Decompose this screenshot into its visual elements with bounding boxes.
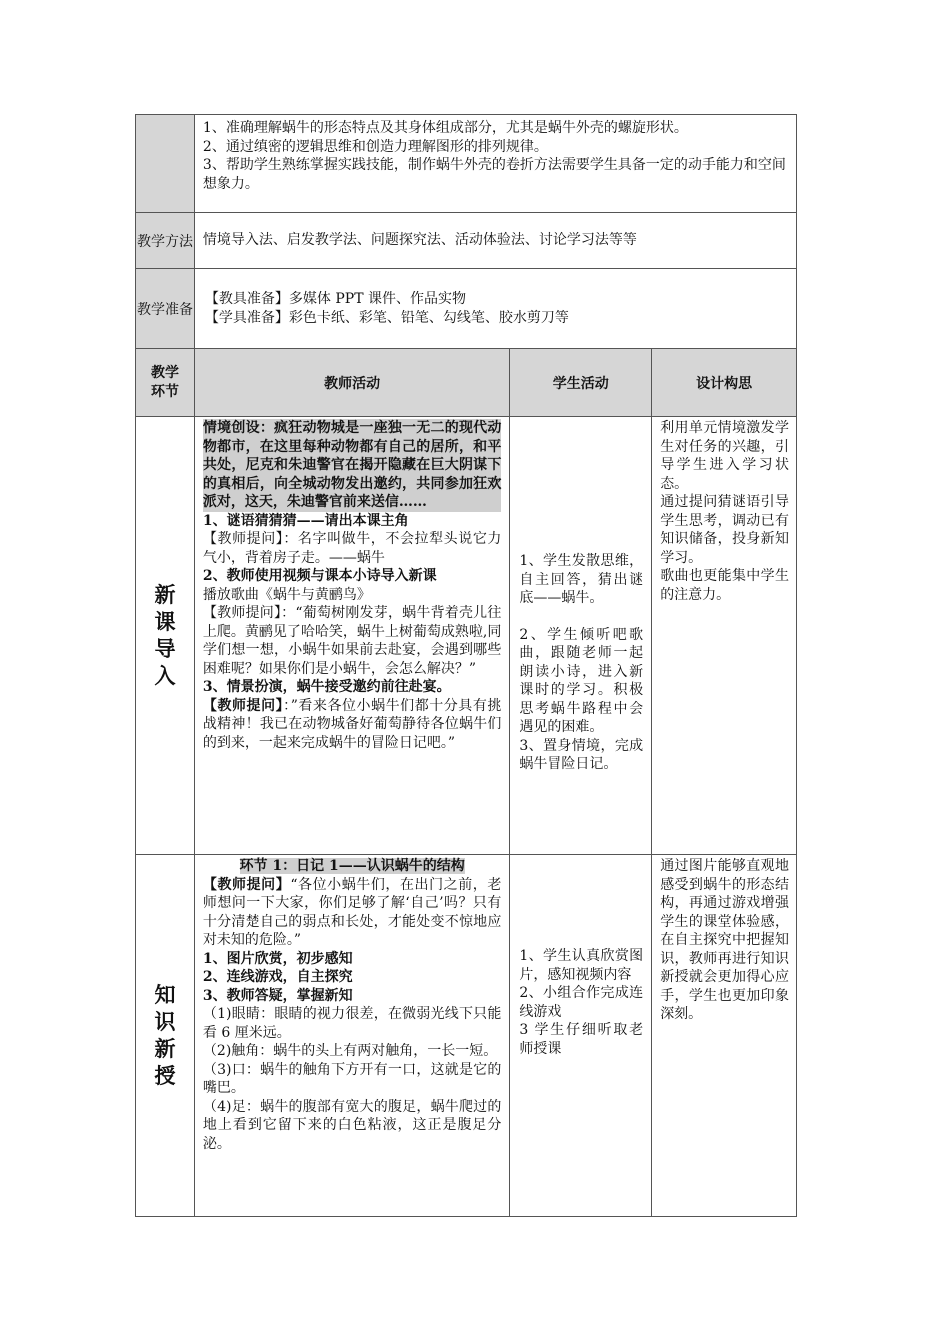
objectives-label-cell bbox=[136, 115, 195, 213]
header-design: 设计构思 bbox=[652, 349, 797, 417]
objective-1: 1、准确理解蜗牛的形态特点及其身体组成部分，尤其是蜗牛外壳的螺旋形状。 bbox=[202, 120, 688, 136]
new-step-3: 3、教师答疑，掌握新知 bbox=[202, 987, 353, 1004]
intro-scenario: 情境创设：疯狂动物城是一座独一无二的现代动物都市，在这里每种动物都有自己的居所，和平共处，尼克和朱迪警官在揭开隐藏在巨大阴谋下的真相后，向全城动物发出邀约，共同参加狂欢派对，这天，朱迪警官前来送信…… bbox=[202, 420, 502, 510]
header-student: 学生活动 bbox=[510, 349, 652, 417]
intro-student-2: 2、学生倾听吧歌曲，跟随老师一起朗读小诗，进入新课时的学习。积极思考蜗牛路程中会遇见的困难。 bbox=[519, 626, 644, 735]
intro-student-cell bbox=[510, 417, 652, 855]
intro-step3-question-label: 【教师提问】 bbox=[202, 697, 284, 714]
intro-step3-title: 3、情景扮演，蜗牛接受邀约前往赴宴。 bbox=[202, 679, 451, 695]
prep-teacher-tools: 【教具准备】多媒体 PPT 课件、作品实物 bbox=[204, 291, 466, 307]
new-knowledge-row bbox=[136, 855, 797, 1217]
new-step-2: 2、连线游戏，自主探究 bbox=[202, 969, 353, 985]
new-question-text: “各位小蜗牛们，在出门之前，老师想问一下大家，你们足够了解‘自己’吗？只有十分清楚自己的弱点和长处，才能处变不惊地应对未知的危险。” bbox=[202, 876, 502, 948]
intro-step3-question-text: ：”看来各位小蜗牛们都十分具有挑战精神！我已在动物城备好葡萄静待各位蜗牛们的到来，一起来完成蜗牛的冒险日记吧。” bbox=[202, 697, 502, 751]
prep-cell bbox=[194, 269, 796, 349]
prep-student-tools: 【学具准备】彩色卡纸、彩笔、铅笔、勾线笔、胶水剪刀等 bbox=[204, 309, 569, 326]
new-stage: 知 识 新 授 bbox=[136, 855, 195, 1217]
new-design-cell bbox=[652, 855, 797, 1217]
intro-student-1: 1、学生发散思维，自主回答，猜出谜底——蜗牛。 bbox=[519, 553, 644, 606]
new-design-text: 通过图片能够直观地感受到蜗牛的形态结构，再通过游戏增强学生的课堂体验感，在自主探究中把握知识，教师再进行知识新授就会更加得心应手，学生也更加印象深刻。 bbox=[660, 858, 789, 1022]
intro-design-1: 利用单元情境激发学生对任务的兴趣，引导学生进入学习状态。 bbox=[660, 420, 789, 492]
header-row bbox=[136, 349, 797, 417]
new-point-eyes: （1)眼睛：眼睛的视力很差，在微弱光线下只能看 6 厘米远。 bbox=[202, 1006, 502, 1041]
method-row bbox=[136, 213, 797, 269]
new-student-1: 1、学生认真欣赏图片，感知视频内容 bbox=[519, 948, 644, 983]
objectives-cell bbox=[194, 115, 796, 213]
intro-design-cell bbox=[652, 417, 797, 855]
new-student-cell bbox=[510, 855, 652, 1217]
intro-step2-title: 2、教师使用视频与课本小诗导入新课 bbox=[202, 568, 437, 584]
intro-design-3: 歌曲也更能集中学生的注意力。 bbox=[660, 568, 789, 603]
objective-2: 2、通过缜密的逻辑思维和创造力理解图形的排列规律。 bbox=[202, 138, 548, 155]
intro-student-3: 3、置身情境，完成蜗牛冒险日记。 bbox=[519, 737, 644, 772]
method-text: 情境导入法、启发教学法、问题探究法、活动体验法、讨论学习法等等 bbox=[194, 213, 796, 269]
intro-row bbox=[136, 417, 797, 855]
intro-step1-question: 【教师提问】：名字叫做牛，不会拉犁头说它力气小，背着房子走。——蜗牛 bbox=[202, 531, 502, 566]
prep-label: 教学准备 bbox=[136, 269, 195, 349]
new-point-foot: （4)足：蜗牛的腹部有宽大的腹足，蜗牛爬过的地上看到它留下来的白色粘液，这正是腹足分泌。 bbox=[202, 1098, 502, 1152]
method-label: 教学方法 bbox=[136, 213, 195, 269]
objectives-row bbox=[136, 115, 797, 213]
intro-teacher-cell bbox=[194, 417, 509, 855]
new-student-2: 2、小组合作完成连线游戏 bbox=[519, 985, 644, 1020]
new-teacher-cell bbox=[194, 855, 509, 1217]
new-question-label: 【教师提问】 bbox=[202, 876, 291, 893]
intro-step2-song: 播放歌曲《蜗牛与黄鹂鸟》 bbox=[202, 586, 371, 603]
intro-step1-title: 1、谜语猜猜猜——请出本课主角 bbox=[202, 512, 409, 529]
header-teacher: 教师活动 bbox=[194, 349, 509, 417]
new-point-mouth: （3)口：蜗牛的触角下方开有一口，这就是它的嘴巴。 bbox=[202, 1061, 502, 1096]
new-student-3: 3 学生仔细听取老师授课 bbox=[519, 1022, 644, 1057]
new-section-title: 环节 1：日记 1——认识蜗牛的结构 bbox=[239, 858, 465, 874]
prep-row bbox=[136, 269, 797, 349]
objective-3: 3、帮助学生熟练掌握实践技能，制作蜗牛外壳的卷折方法需要学生具备一定的动手能力和空间想象力。 bbox=[202, 157, 786, 192]
new-point-antennae: （2)触角：蜗牛的头上有两对触角，一长一短。 bbox=[202, 1043, 498, 1059]
intro-step2-question: 【教师提问】：“葡萄树刚发芽，蜗牛背着壳儿往上爬。黄鹂见了哈哈笑，蜗牛上树葡萄成熟啦,同学们想一想，小蜗牛如果前去赴宴，会遇到哪些困难呢？如果你们是小蜗牛，会怎么解决？” bbox=[202, 605, 502, 677]
new-step-1: 1、图片欣赏，初步感知 bbox=[202, 950, 353, 967]
intro-design-2: 通过提问猜谜语引导学生思考，调动已有知识储备，投身新知学习。 bbox=[660, 494, 789, 566]
header-stage: 教学 环节 bbox=[136, 349, 195, 417]
intro-stage: 新 课 导 入 bbox=[136, 417, 195, 855]
lesson-plan-table bbox=[135, 114, 797, 1217]
